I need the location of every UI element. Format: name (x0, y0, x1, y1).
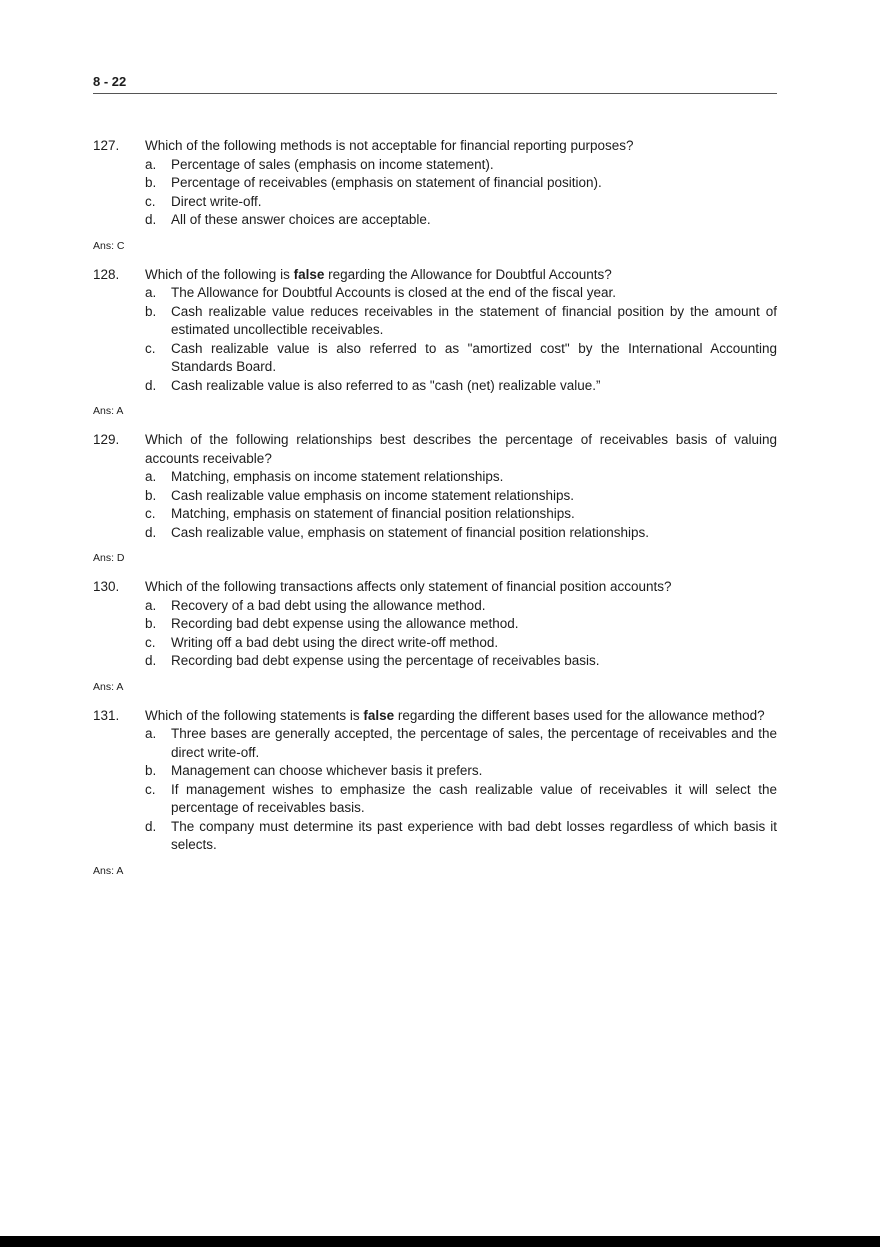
option-letter: d. (145, 377, 157, 393)
question-block (93, 266, 777, 419)
question-number: 129. (93, 432, 120, 447)
option-letter: a. (145, 726, 157, 741)
option-text: Direct write-off. (171, 193, 262, 209)
option-letter: b. (145, 763, 157, 778)
option-text: Recording bad debt expense using the allowance method. (171, 616, 519, 631)
question-row (93, 707, 777, 726)
question-row (93, 137, 777, 156)
option-row (145, 725, 777, 762)
option-letter: d. (145, 524, 157, 540)
option-letter: d. (145, 818, 157, 834)
option-text: Matching, emphasis on income statement relationships. (171, 469, 504, 484)
question-row (93, 266, 777, 285)
question-block (93, 431, 777, 565)
option-row (145, 193, 777, 212)
option-row (145, 505, 777, 524)
option-letter: c. (145, 781, 156, 797)
question-block (93, 707, 777, 878)
question-block (93, 578, 777, 694)
option-row (145, 524, 777, 543)
option-text: The Allowance for Doubtful Accounts is closed at the end of the fiscal year. (171, 285, 617, 300)
option-letter: d. (145, 212, 157, 227)
question-stem-segment: Which of the following is (145, 266, 294, 282)
question-stem (145, 578, 777, 597)
option-row (145, 487, 777, 506)
option-row (145, 762, 777, 781)
option-letter: b. (145, 303, 157, 319)
option-text: The company must determine its past experience with bad debt losses regardless of which basis it selects. (171, 818, 777, 852)
option-text: Three bases are generally accepted, the percentage of sales, the percentage of receivables and the direct write-off. (171, 726, 777, 760)
option-text: Management can choose whichever basis it prefers. (171, 763, 483, 778)
option-text: Writing off a bad debt using the direct write-off method. (171, 634, 499, 650)
option-row (145, 284, 777, 303)
question-stem-segment: Which of the following relationships best describes the percentage of receivables basis of valuing accounts receivable? (145, 432, 777, 466)
answer-line: Ans: A (93, 864, 124, 877)
header-divider (93, 93, 777, 94)
option-letter: c. (145, 193, 156, 209)
option-text: All of these answer choices are acceptable. (171, 212, 431, 227)
question-stem-segment: regarding the different bases used for the allowance method? (394, 707, 765, 723)
questions-list (93, 137, 777, 878)
answer-line: Ans: A (93, 405, 124, 417)
option-row (145, 377, 777, 396)
option-letter: b. (145, 616, 157, 631)
option-text: Recording bad debt expense using the percentage of receivables basis. (171, 653, 600, 668)
option-text: Cash realizable value is also referred to as "amortized cost" by the International Accounting Standards Board. (171, 340, 777, 374)
question-stem-segment: false (363, 707, 395, 723)
option-text: If management wishes to emphasize the cash realizable value of receivables it will select the percentage of receivables basis. (171, 781, 777, 815)
option-row (145, 597, 777, 616)
option-row (145, 615, 777, 634)
page-header (93, 74, 777, 89)
answer-line: Ans: A (93, 680, 124, 693)
question-number: 128. (93, 266, 120, 282)
question-number: 130. (93, 579, 120, 594)
question-stem-segment: regarding the Allowance for Doubtful Accounts? (324, 266, 612, 282)
page-content (93, 74, 777, 891)
question-stem (145, 137, 777, 156)
option-row (145, 156, 777, 175)
question-number: 131. (93, 707, 120, 723)
bottom-bar (0, 1236, 880, 1247)
option-text: Cash realizable value, emphasis on statement of financial position relationships. (171, 524, 650, 540)
question-stem-segment: Which of the following statements is (145, 707, 364, 723)
question-stem-segment: Which of the following transactions affects only statement of financial position accounts? (145, 579, 672, 594)
option-row (145, 468, 777, 487)
option-row (145, 818, 777, 855)
option-row (145, 634, 777, 653)
option-row (145, 781, 777, 818)
option-text: Percentage of receivables (emphasis on statement of financial position). (171, 175, 602, 190)
question-number: 127. (93, 138, 120, 153)
question-block (93, 137, 777, 253)
page-number-label: 8 - 22 (93, 74, 127, 89)
option-row (145, 303, 777, 340)
option-text: Matching, emphasis on statement of financial position relationships. (171, 506, 575, 521)
option-text: Recovery of a bad debt using the allowance method. (171, 597, 486, 613)
option-letter: b. (145, 175, 157, 190)
option-letter: b. (145, 487, 157, 503)
option-letter: a. (145, 156, 157, 172)
option-letter: a. (145, 469, 157, 484)
option-letter: c. (145, 340, 156, 356)
question-stem (145, 707, 777, 726)
question-row (93, 431, 777, 468)
question-stem-segment: Which of the following methods is not acceptable for financial reporting purposes? (145, 138, 634, 153)
option-text: Cash realizable value is also referred to as "cash (net) realizable value.” (171, 377, 601, 393)
option-letter: a. (145, 597, 157, 613)
option-letter: d. (145, 653, 157, 668)
option-letter: c. (145, 634, 156, 650)
option-row (145, 211, 777, 230)
option-row (145, 174, 777, 193)
option-text: Percentage of sales (emphasis on income statement). (171, 156, 494, 172)
option-text: Cash realizable value reduces receivables in the statement of financial position by the amount of estimated uncollectible receivables. (171, 303, 777, 337)
option-letter: c. (145, 506, 156, 521)
option-text: Cash realizable value emphasis on income statement relationships. (171, 487, 574, 503)
question-stem (145, 266, 777, 285)
answer-line: Ans: C (93, 239, 125, 252)
option-letter: a. (145, 285, 157, 300)
question-row (93, 578, 777, 597)
question-stem (145, 431, 777, 468)
option-row (145, 652, 777, 671)
option-row (145, 340, 777, 377)
answer-line: Ans: D (93, 552, 125, 564)
question-stem-segment: false (293, 266, 325, 282)
